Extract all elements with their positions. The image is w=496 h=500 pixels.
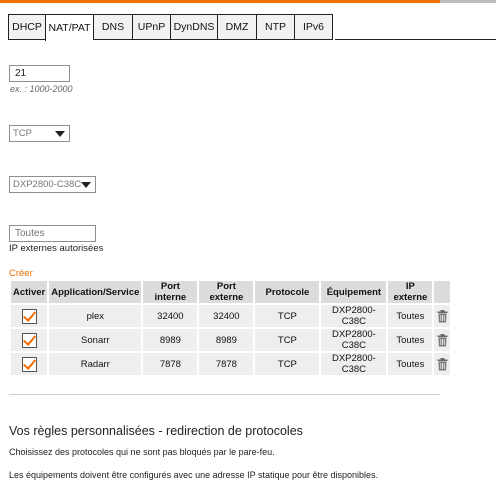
custom-rules-text-1: Choisissez des protocoles qui ne sont pas bloqués par le pare-feu.	[9, 447, 275, 457]
activate-checkbox[interactable]	[22, 309, 37, 324]
col-header-external-ip: IP externe	[388, 281, 432, 303]
port-forwarding-table	[9, 279, 452, 377]
col-header-actions	[434, 281, 450, 303]
device-select-value: DXP2800-C38C	[13, 179, 82, 190]
port-input[interactable]	[9, 65, 70, 82]
tab-ipv6[interactable]: IPv6	[294, 14, 333, 40]
trash-icon[interactable]	[437, 334, 448, 347]
device-cell: DXP2800-C38C	[321, 329, 386, 351]
tab-baseline	[335, 39, 496, 40]
tab-dmz[interactable]: DMZ	[217, 14, 256, 40]
external-ip-input[interactable]	[9, 225, 96, 242]
top-bar-gray-segment	[440, 0, 496, 3]
section-divider	[9, 394, 440, 395]
external-port-cell: 32400	[199, 305, 253, 327]
chevron-down-icon	[81, 182, 91, 188]
protocol-select[interactable]	[9, 125, 70, 142]
col-header-external-port: Port externe	[199, 281, 253, 303]
activate-checkbox[interactable]	[22, 357, 37, 372]
col-header-application: Application/Service	[49, 281, 141, 303]
external-port-cell: 7878	[199, 353, 253, 375]
custom-rules-title: Vos règles personnalisées - redirection de protocoles	[9, 424, 303, 438]
trash-icon[interactable]	[437, 310, 448, 323]
create-rule-link[interactable]: Créer	[9, 268, 33, 279]
tab-bar	[8, 14, 333, 40]
delete-cell	[434, 353, 450, 375]
tab-dhcp[interactable]: DHCP	[8, 14, 45, 40]
top-accent-bar	[0, 0, 496, 3]
table-row	[11, 353, 450, 375]
activate-cell	[11, 329, 47, 351]
tab-dns[interactable]: DNS	[93, 14, 132, 40]
app-cell: Sonarr	[49, 329, 141, 351]
table-row	[11, 329, 450, 351]
tab-nat-pat[interactable]: NAT/PAT	[45, 14, 93, 41]
external-ip-cell: Toutes	[388, 305, 432, 327]
internal-port-cell: 7878	[143, 353, 197, 375]
external-port-cell: 8989	[199, 329, 253, 351]
col-header-internal-port: Port interne	[143, 281, 197, 303]
delete-cell	[434, 329, 450, 351]
app-cell: Radarr	[49, 353, 141, 375]
external-ip-label: IP externes autorisées	[9, 243, 104, 254]
table-header-row	[11, 281, 450, 303]
activate-cell	[11, 305, 47, 327]
device-cell: DXP2800-C38C	[321, 353, 386, 375]
tab-ntp[interactable]: NTP	[256, 14, 294, 40]
device-cell: DXP2800-C38C	[321, 305, 386, 327]
custom-rules-text-2: Les équipements doivent être configurés avec une adresse IP statique pour être disponibles.	[9, 470, 379, 480]
external-ip-cell: Toutes	[388, 353, 432, 375]
activate-checkbox[interactable]	[22, 333, 37, 348]
app-cell: plex	[49, 305, 141, 327]
internal-port-cell: 32400	[143, 305, 197, 327]
col-header-device: Équipement	[321, 281, 386, 303]
protocol-cell: TCP	[255, 329, 319, 351]
tab-dyndns[interactable]: DynDNS	[170, 14, 217, 40]
col-header-protocol: Protocole	[255, 281, 319, 303]
port-hint: ex. : 1000-2000	[10, 84, 73, 94]
tab-upnp[interactable]: UPnP	[132, 14, 170, 40]
activate-cell	[11, 353, 47, 375]
protocol-select-value: TCP	[13, 128, 32, 139]
trash-icon[interactable]	[437, 358, 448, 371]
chevron-down-icon	[55, 131, 65, 137]
protocol-cell: TCP	[255, 353, 319, 375]
table-row	[11, 305, 450, 327]
col-header-activer: Activer	[11, 281, 47, 303]
internal-port-cell: 8989	[143, 329, 197, 351]
protocol-cell: TCP	[255, 305, 319, 327]
device-select[interactable]	[9, 176, 96, 193]
delete-cell	[434, 305, 450, 327]
external-ip-cell: Toutes	[388, 329, 432, 351]
